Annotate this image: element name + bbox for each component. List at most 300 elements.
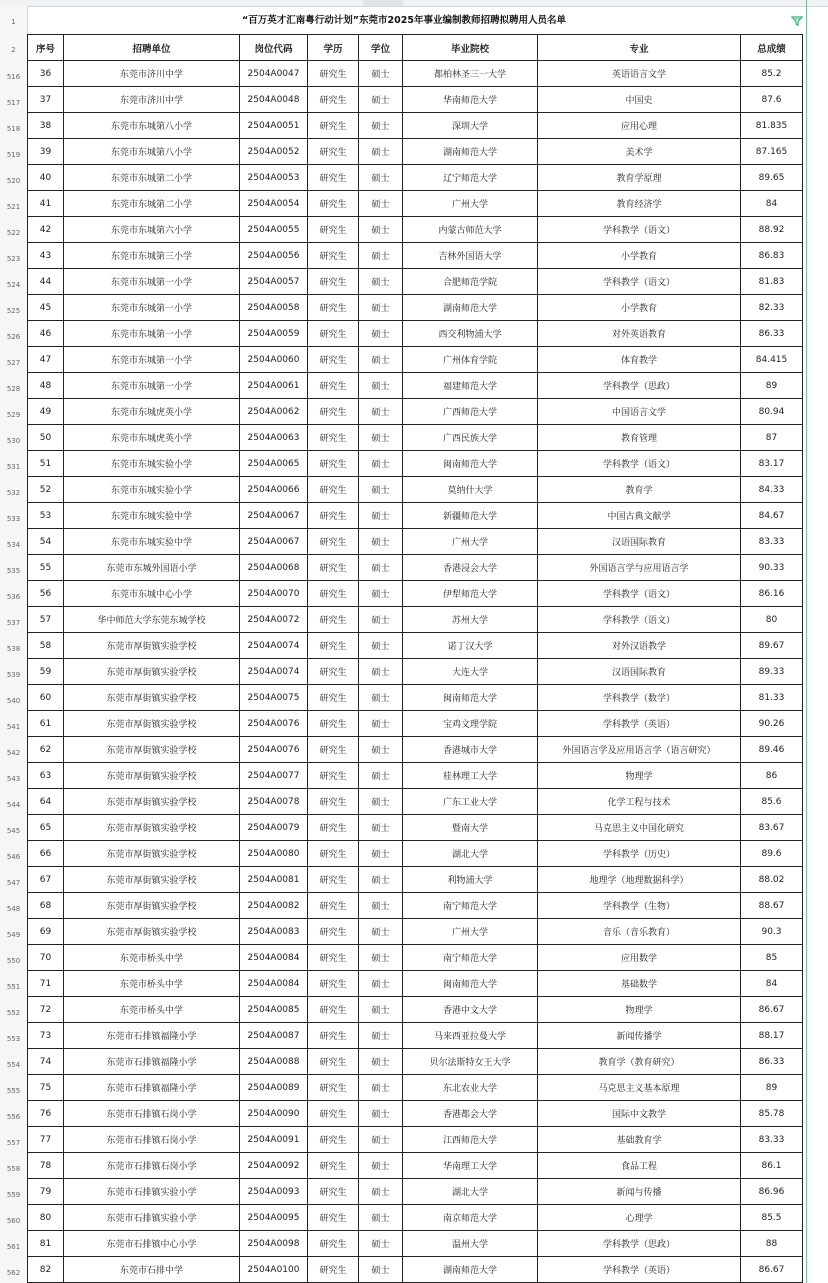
cell-school[interactable]: 诺丁汉大学 — [403, 633, 538, 659]
cell-score[interactable]: 90.33 — [741, 555, 803, 581]
cell-education[interactable]: 研究生 — [308, 867, 359, 893]
cell-school[interactable]: 江西师范大学 — [403, 1127, 538, 1153]
cell-education[interactable]: 研究生 — [308, 503, 359, 529]
cell-code[interactable]: 2504A0053 — [240, 165, 308, 191]
cell-unit[interactable]: 东莞市东城第一小学 — [64, 295, 240, 321]
cell-major[interactable]: 中国古典文献学 — [538, 503, 741, 529]
cell-school[interactable]: 湖北大学 — [403, 1179, 538, 1205]
cell-score[interactable]: 83.17 — [741, 451, 803, 477]
cell-school[interactable]: 内蒙古师范大学 — [403, 217, 538, 243]
cell-code[interactable]: 2504A0079 — [240, 815, 308, 841]
cell-score[interactable]: 85.2 — [741, 61, 803, 87]
cell-no[interactable]: 66 — [28, 841, 64, 867]
cell-school[interactable]: 伊犁师范大学 — [403, 581, 538, 607]
cell-school[interactable]: 广西民族大学 — [403, 425, 538, 451]
cell-no[interactable]: 76 — [28, 1101, 64, 1127]
cell-no[interactable]: 49 — [28, 399, 64, 425]
cell-score[interactable]: 87 — [741, 425, 803, 451]
cell-code[interactable]: 2504A0081 — [240, 867, 308, 893]
cell-major[interactable]: 中国史 — [538, 87, 741, 113]
row-number[interactable]: 529 — [6, 411, 21, 419]
cell-school[interactable]: 闽南师范大学 — [403, 451, 538, 477]
cell-score[interactable]: 86.67 — [741, 997, 803, 1023]
cell-code[interactable]: 2504A0058 — [240, 295, 308, 321]
cell-code[interactable]: 2504A0062 — [240, 399, 308, 425]
cell-education[interactable]: 研究生 — [308, 919, 359, 945]
cell-code[interactable]: 2504A0084 — [240, 971, 308, 997]
row-number[interactable]: 553 — [6, 1035, 21, 1043]
cell-no[interactable]: 77 — [28, 1127, 64, 1153]
row-number[interactable]: 536 — [6, 593, 21, 601]
cell-score[interactable]: 81.33 — [741, 685, 803, 711]
cell-degree[interactable]: 硕士 — [359, 243, 403, 269]
row-number[interactable]: 555 — [6, 1087, 21, 1095]
cell-no[interactable]: 65 — [28, 815, 64, 841]
cell-no[interactable]: 47 — [28, 347, 64, 373]
cell-major[interactable]: 新闻与传播 — [538, 1179, 741, 1205]
cell-unit[interactable]: 东莞市桥头中学 — [64, 945, 240, 971]
cell-degree[interactable]: 硕士 — [359, 269, 403, 295]
cell-degree[interactable]: 硕士 — [359, 607, 403, 633]
cell-education[interactable]: 研究生 — [308, 555, 359, 581]
cell-code[interactable]: 2504A0080 — [240, 841, 308, 867]
cell-degree[interactable]: 硕士 — [359, 737, 403, 763]
cell-degree[interactable]: 硕士 — [359, 139, 403, 165]
cell-code[interactable]: 2504A0088 — [240, 1049, 308, 1075]
cell-code[interactable]: 2504A0077 — [240, 763, 308, 789]
cell-major[interactable]: 地理学（地理数据科学） — [538, 867, 741, 893]
cell-score[interactable]: 89.6 — [741, 841, 803, 867]
cell-school[interactable]: 闽南师范大学 — [403, 971, 538, 997]
cell-unit[interactable]: 东莞市东城实验小学 — [64, 477, 240, 503]
cell-code[interactable]: 2504A0072 — [240, 607, 308, 633]
row-number[interactable]: 562 — [6, 1269, 21, 1277]
cell-score[interactable]: 86.16 — [741, 581, 803, 607]
cell-degree[interactable]: 硕士 — [359, 1179, 403, 1205]
cell-no[interactable]: 37 — [28, 87, 64, 113]
row-number[interactable]: 528 — [6, 385, 21, 393]
cell-unit[interactable]: 东莞市石排中学 — [64, 1257, 240, 1283]
cell-major[interactable]: 新闻传播学 — [538, 1023, 741, 1049]
cell-code[interactable]: 2504A0085 — [240, 997, 308, 1023]
cell-score[interactable]: 82.33 — [741, 295, 803, 321]
cell-education[interactable]: 研究生 — [308, 139, 359, 165]
cell-major[interactable]: 学科教学（语文） — [538, 451, 741, 477]
cell-code[interactable]: 2504A0087 — [240, 1023, 308, 1049]
cell-score[interactable]: 84.67 — [741, 503, 803, 529]
cell-no[interactable]: 79 — [28, 1179, 64, 1205]
cell-education[interactable]: 研究生 — [308, 763, 359, 789]
cell-school[interactable]: 大连大学 — [403, 659, 538, 685]
cell-score[interactable]: 85.6 — [741, 789, 803, 815]
row-number[interactable]: 523 — [6, 255, 21, 263]
cell-code[interactable]: 2504A0057 — [240, 269, 308, 295]
cell-no[interactable]: 81 — [28, 1231, 64, 1257]
cell-school[interactable]: 南京师范大学 — [403, 1205, 538, 1231]
cell-unit[interactable]: 东莞市厚街镇实验学校 — [64, 763, 240, 789]
cell-no[interactable]: 69 — [28, 919, 64, 945]
row-number[interactable]: 543 — [6, 775, 21, 783]
cell-school[interactable]: 桂林理工大学 — [403, 763, 538, 789]
cell-education[interactable]: 研究生 — [308, 1023, 359, 1049]
cell-no[interactable]: 72 — [28, 997, 64, 1023]
cell-code[interactable]: 2504A0076 — [240, 711, 308, 737]
cell-unit[interactable]: 东莞市济川中学 — [64, 61, 240, 87]
cell-education[interactable]: 研究生 — [308, 893, 359, 919]
cell-score[interactable]: 81.835 — [741, 113, 803, 139]
cell-score[interactable]: 86.67 — [741, 1257, 803, 1283]
cell-no[interactable]: 60 — [28, 685, 64, 711]
row-number[interactable]: 516 — [6, 73, 21, 81]
cell-major[interactable]: 物理学 — [538, 763, 741, 789]
cell-unit[interactable]: 东莞市东城实验中学 — [64, 503, 240, 529]
cell-no[interactable]: 41 — [28, 191, 64, 217]
cell-education[interactable]: 研究生 — [308, 217, 359, 243]
cell-education[interactable]: 研究生 — [308, 997, 359, 1023]
cell-unit[interactable]: 东莞市厚街镇实验学校 — [64, 737, 240, 763]
cell-major[interactable]: 外国语言学与应用语言学 — [538, 555, 741, 581]
cell-education[interactable]: 研究生 — [308, 581, 359, 607]
cell-code[interactable]: 2504A0067 — [240, 503, 308, 529]
cell-unit[interactable]: 东莞市东城第三小学 — [64, 243, 240, 269]
cell-major[interactable]: 学科教学（语文） — [538, 217, 741, 243]
cell-score[interactable]: 87.165 — [741, 139, 803, 165]
col-header-code[interactable]: 岗位代码 — [240, 35, 308, 61]
cell-major[interactable]: 学科教学（生物） — [538, 893, 741, 919]
cell-education[interactable]: 研究生 — [308, 1075, 359, 1101]
row-number[interactable]: 544 — [6, 801, 21, 809]
cell-education[interactable]: 研究生 — [308, 633, 359, 659]
cell-code[interactable]: 2504A0061 — [240, 373, 308, 399]
cell-school[interactable]: 合肥师范学院 — [403, 269, 538, 295]
cell-no[interactable]: 71 — [28, 971, 64, 997]
cell-score[interactable]: 85.78 — [741, 1101, 803, 1127]
cell-code[interactable]: 2504A0047 — [240, 61, 308, 87]
row-number[interactable]: 539 — [6, 671, 21, 679]
row-number[interactable]: 556 — [6, 1113, 21, 1121]
row-number[interactable]: 519 — [6, 151, 21, 159]
cell-school[interactable]: 深圳大学 — [403, 113, 538, 139]
cell-score[interactable]: 86.33 — [741, 1049, 803, 1075]
cell-no[interactable]: 43 — [28, 243, 64, 269]
cell-code[interactable]: 2504A0052 — [240, 139, 308, 165]
row-number[interactable]: 557 — [6, 1139, 21, 1147]
cell-education[interactable]: 研究生 — [308, 373, 359, 399]
cell-school[interactable]: 广州大学 — [403, 919, 538, 945]
cell-major[interactable]: 小学教育 — [538, 243, 741, 269]
cell-school[interactable]: 广州大学 — [403, 529, 538, 555]
row-number[interactable]: 554 — [6, 1061, 21, 1069]
cell-degree[interactable]: 硕士 — [359, 1075, 403, 1101]
row-number[interactable]: 525 — [6, 307, 21, 315]
cell-school[interactable]: 暨南大学 — [403, 815, 538, 841]
cell-degree[interactable]: 硕士 — [359, 1257, 403, 1283]
cell-unit[interactable]: 东莞市厚街镇实验学校 — [64, 633, 240, 659]
cell-degree[interactable]: 硕士 — [359, 399, 403, 425]
cell-school[interactable]: 广州大学 — [403, 191, 538, 217]
cell-major[interactable]: 马克思主义基本原理 — [538, 1075, 741, 1101]
row-number[interactable]: 527 — [6, 359, 21, 367]
col-header-major[interactable]: 专业 — [538, 35, 741, 61]
row-number[interactable]: 546 — [6, 853, 21, 861]
cell-school[interactable]: 湖南师范大学 — [403, 139, 538, 165]
cell-degree[interactable]: 硕士 — [359, 1023, 403, 1049]
cell-major[interactable]: 对外英语教育 — [538, 321, 741, 347]
cell-major[interactable]: 教育学原理 — [538, 165, 741, 191]
cell-major[interactable]: 基础数学 — [538, 971, 741, 997]
row-number[interactable]: 552 — [6, 1009, 21, 1017]
cell-code[interactable]: 2504A0065 — [240, 451, 308, 477]
cell-score[interactable]: 86 — [741, 763, 803, 789]
cell-no[interactable]: 46 — [28, 321, 64, 347]
cell-unit[interactable]: 东莞市厚街镇实验学校 — [64, 841, 240, 867]
filter-icon[interactable] — [791, 15, 803, 27]
row-number[interactable]: 533 — [6, 515, 21, 523]
cell-code[interactable]: 2504A0063 — [240, 425, 308, 451]
cell-unit[interactable]: 东莞市东城第二小学 — [64, 165, 240, 191]
cell-unit[interactable]: 东莞市厚街镇实验学校 — [64, 919, 240, 945]
cell-education[interactable]: 研究生 — [308, 451, 359, 477]
cell-education[interactable]: 研究生 — [308, 295, 359, 321]
cell-school[interactable]: 湖南师范大学 — [403, 1257, 538, 1283]
cell-degree[interactable]: 硕士 — [359, 1205, 403, 1231]
cell-score[interactable]: 88.02 — [741, 867, 803, 893]
cell-score[interactable]: 84.33 — [741, 477, 803, 503]
cell-no[interactable]: 38 — [28, 113, 64, 139]
cell-education[interactable]: 研究生 — [308, 1127, 359, 1153]
cell-school[interactable]: 南宁师范大学 — [403, 893, 538, 919]
cell-code[interactable]: 2504A0056 — [240, 243, 308, 269]
cell-unit[interactable]: 东莞市厚街镇实验学校 — [64, 659, 240, 685]
cell-score[interactable]: 88 — [741, 1231, 803, 1257]
row-number[interactable]: 550 — [6, 957, 21, 965]
row-number[interactable]: 518 — [6, 125, 21, 133]
cell-major[interactable]: 食品工程 — [538, 1153, 741, 1179]
cell-degree[interactable]: 硕士 — [359, 113, 403, 139]
cell-education[interactable]: 研究生 — [308, 1257, 359, 1283]
cell-school[interactable]: 华南师范大学 — [403, 87, 538, 113]
cell-score[interactable]: 85.5 — [741, 1205, 803, 1231]
cell-major[interactable]: 教育管理 — [538, 425, 741, 451]
cell-degree[interactable]: 硕士 — [359, 659, 403, 685]
cell-unit[interactable]: 东莞市东城第六小学 — [64, 217, 240, 243]
cell-code[interactable]: 2504A0051 — [240, 113, 308, 139]
cell-unit[interactable]: 东莞市东城实验中学 — [64, 529, 240, 555]
cell-score[interactable]: 88.67 — [741, 893, 803, 919]
cell-degree[interactable]: 硕士 — [359, 1231, 403, 1257]
cell-unit[interactable]: 东莞市东城第一小学 — [64, 269, 240, 295]
cell-score[interactable]: 88.17 — [741, 1023, 803, 1049]
cell-degree[interactable]: 硕士 — [359, 321, 403, 347]
cell-school[interactable]: 马来西亚拉曼大学 — [403, 1023, 538, 1049]
cell-score[interactable]: 83.67 — [741, 815, 803, 841]
cell-unit[interactable]: 东莞市石排镇石岗小学 — [64, 1153, 240, 1179]
cell-degree[interactable]: 硕士 — [359, 867, 403, 893]
cell-code[interactable]: 2504A0093 — [240, 1179, 308, 1205]
cell-code[interactable]: 2504A0074 — [240, 633, 308, 659]
row-number[interactable]: 547 — [6, 879, 21, 887]
cell-major[interactable]: 音乐（音乐教育） — [538, 919, 741, 945]
cell-unit[interactable]: 东莞市东城第一小学 — [64, 347, 240, 373]
cell-no[interactable]: 74 — [28, 1049, 64, 1075]
cell-no[interactable]: 63 — [28, 763, 64, 789]
cell-school[interactable]: 华南理工大学 — [403, 1153, 538, 1179]
cell-unit[interactable]: 东莞市东城虎英小学 — [64, 425, 240, 451]
cell-unit[interactable]: 东莞市石排镇实验小学 — [64, 1205, 240, 1231]
cell-no[interactable]: 54 — [28, 529, 64, 555]
cell-code[interactable]: 2504A0074 — [240, 659, 308, 685]
cell-code[interactable]: 2504A0078 — [240, 789, 308, 815]
row-number[interactable]: 537 — [6, 619, 21, 627]
cell-school[interactable]: 东北农业大学 — [403, 1075, 538, 1101]
row-number[interactable]: 1 — [11, 18, 16, 26]
row-number[interactable]: 559 — [6, 1191, 21, 1199]
cell-score[interactable]: 80 — [741, 607, 803, 633]
cell-degree[interactable]: 硕士 — [359, 945, 403, 971]
cell-school[interactable]: 辽宁师范大学 — [403, 165, 538, 191]
cell-no[interactable]: 75 — [28, 1075, 64, 1101]
cell-degree[interactable]: 硕士 — [359, 711, 403, 737]
cell-code[interactable]: 2504A0076 — [240, 737, 308, 763]
cell-score[interactable]: 84.415 — [741, 347, 803, 373]
cell-score[interactable]: 83.33 — [741, 529, 803, 555]
cell-score[interactable]: 80.94 — [741, 399, 803, 425]
cell-score[interactable]: 89.46 — [741, 737, 803, 763]
cell-major[interactable]: 学科教学（思政） — [538, 1231, 741, 1257]
cell-unit[interactable]: 东莞市石排镇中心小学 — [64, 1231, 240, 1257]
cell-unit[interactable]: 东莞市石排镇福隆小学 — [64, 1049, 240, 1075]
cell-education[interactable]: 研究生 — [308, 165, 359, 191]
row-number[interactable]: 534 — [6, 541, 21, 549]
row-number[interactable]: 560 — [6, 1217, 21, 1225]
cell-major[interactable]: 对外汉语教学 — [538, 633, 741, 659]
cell-major[interactable]: 英语语言文学 — [538, 61, 741, 87]
cell-code[interactable]: 2504A0060 — [240, 347, 308, 373]
cell-unit[interactable]: 东莞市石排镇石岗小学 — [64, 1127, 240, 1153]
row-number[interactable]: 545 — [6, 827, 21, 835]
cell-degree[interactable]: 硕士 — [359, 191, 403, 217]
cell-major[interactable]: 基础教育学 — [538, 1127, 741, 1153]
cell-code[interactable]: 2504A0095 — [240, 1205, 308, 1231]
cell-no[interactable]: 62 — [28, 737, 64, 763]
cell-major[interactable]: 学科教学（历史） — [538, 841, 741, 867]
cell-major[interactable]: 外国语言学及应用语言学（语言研究） — [538, 737, 741, 763]
cell-school[interactable]: 莫纳什大学 — [403, 477, 538, 503]
cell-score[interactable]: 89.33 — [741, 659, 803, 685]
cell-code[interactable]: 2504A0059 — [240, 321, 308, 347]
cell-code[interactable]: 2504A0091 — [240, 1127, 308, 1153]
cell-school[interactable]: 利物浦大学 — [403, 867, 538, 893]
cell-degree[interactable]: 硕士 — [359, 503, 403, 529]
cell-education[interactable]: 研究生 — [308, 685, 359, 711]
row-number[interactable]: 520 — [6, 177, 21, 185]
cell-score[interactable]: 90.3 — [741, 919, 803, 945]
cell-education[interactable]: 研究生 — [308, 659, 359, 685]
cell-unit[interactable]: 东莞市济川中学 — [64, 87, 240, 113]
cell-code[interactable]: 2504A0084 — [240, 945, 308, 971]
col-header-no[interactable]: 序号 — [28, 35, 64, 61]
cell-no[interactable]: 58 — [28, 633, 64, 659]
cell-score[interactable]: 85 — [741, 945, 803, 971]
cell-degree[interactable]: 硕士 — [359, 61, 403, 87]
cell-education[interactable]: 研究生 — [308, 1231, 359, 1257]
cell-major[interactable]: 学科教学（英语） — [538, 711, 741, 737]
cell-major[interactable]: 应用心理 — [538, 113, 741, 139]
cell-no[interactable]: 73 — [28, 1023, 64, 1049]
cell-school[interactable]: 西交利物浦大学 — [403, 321, 538, 347]
cell-score[interactable]: 83.33 — [741, 1127, 803, 1153]
cell-unit[interactable]: 东莞市厚街镇实验学校 — [64, 789, 240, 815]
cell-unit[interactable]: 东莞市石排镇实验小学 — [64, 1179, 240, 1205]
cell-no[interactable]: 78 — [28, 1153, 64, 1179]
cell-school[interactable]: 香港城市大学 — [403, 737, 538, 763]
cell-major[interactable]: 学科教学（英语） — [538, 1257, 741, 1283]
cell-degree[interactable]: 硕士 — [359, 763, 403, 789]
cell-unit[interactable]: 东莞市东城中心小学 — [64, 581, 240, 607]
cell-education[interactable]: 研究生 — [308, 815, 359, 841]
cell-code[interactable]: 2504A0075 — [240, 685, 308, 711]
cell-major[interactable]: 学科教学（语文） — [538, 607, 741, 633]
cell-score[interactable]: 89 — [741, 373, 803, 399]
cell-score[interactable]: 81.83 — [741, 269, 803, 295]
selected-column-header[interactable] — [363, 0, 403, 6]
cell-score[interactable]: 89 — [741, 1075, 803, 1101]
cell-education[interactable]: 研究生 — [308, 87, 359, 113]
cell-degree[interactable]: 硕士 — [359, 685, 403, 711]
cell-major[interactable]: 化学工程与技术 — [538, 789, 741, 815]
cell-no[interactable]: 40 — [28, 165, 64, 191]
cell-unit[interactable]: 东莞市厚街镇实验学校 — [64, 893, 240, 919]
cell-no[interactable]: 53 — [28, 503, 64, 529]
row-number[interactable]: 561 — [6, 1243, 21, 1251]
col-header-score[interactable]: 总成绩 — [741, 35, 803, 61]
cell-no[interactable]: 55 — [28, 555, 64, 581]
cell-unit[interactable]: 东莞市桥头中学 — [64, 971, 240, 997]
cell-major[interactable]: 教育学 — [538, 477, 741, 503]
cell-education[interactable]: 研究生 — [308, 841, 359, 867]
row-number[interactable]: 522 — [6, 229, 21, 237]
row-number[interactable]: 549 — [6, 931, 21, 939]
cell-degree[interactable]: 硕士 — [359, 451, 403, 477]
cell-degree[interactable]: 硕士 — [359, 633, 403, 659]
cell-education[interactable]: 研究生 — [308, 789, 359, 815]
cell-unit[interactable]: 东莞市东城第一小学 — [64, 373, 240, 399]
cell-no[interactable]: 80 — [28, 1205, 64, 1231]
cell-school[interactable]: 广州体育学院 — [403, 347, 538, 373]
cell-education[interactable]: 研究生 — [308, 971, 359, 997]
cell-no[interactable]: 61 — [28, 711, 64, 737]
cell-no[interactable]: 44 — [28, 269, 64, 295]
cell-education[interactable]: 研究生 — [308, 61, 359, 87]
cell-major[interactable]: 学科教学（语文） — [538, 269, 741, 295]
cell-degree[interactable]: 硕士 — [359, 1049, 403, 1075]
cell-school[interactable]: 苏州大学 — [403, 607, 538, 633]
cell-school[interactable]: 新疆师范大学 — [403, 503, 538, 529]
cell-education[interactable]: 研究生 — [308, 347, 359, 373]
cell-major[interactable]: 汉语国际教育 — [538, 659, 741, 685]
col-header-school[interactable]: 毕业院校 — [403, 35, 538, 61]
cell-degree[interactable]: 硕士 — [359, 555, 403, 581]
col-header-degree[interactable]: 学位 — [359, 35, 403, 61]
cell-school[interactable]: 都柏林圣三一大学 — [403, 61, 538, 87]
cell-code[interactable]: 2504A0048 — [240, 87, 308, 113]
cell-education[interactable]: 研究生 — [308, 477, 359, 503]
cell-score[interactable]: 86.96 — [741, 1179, 803, 1205]
cell-degree[interactable]: 硕士 — [359, 1101, 403, 1127]
cell-school[interactable]: 福建师范大学 — [403, 373, 538, 399]
cell-no[interactable]: 51 — [28, 451, 64, 477]
cell-education[interactable]: 研究生 — [308, 1049, 359, 1075]
